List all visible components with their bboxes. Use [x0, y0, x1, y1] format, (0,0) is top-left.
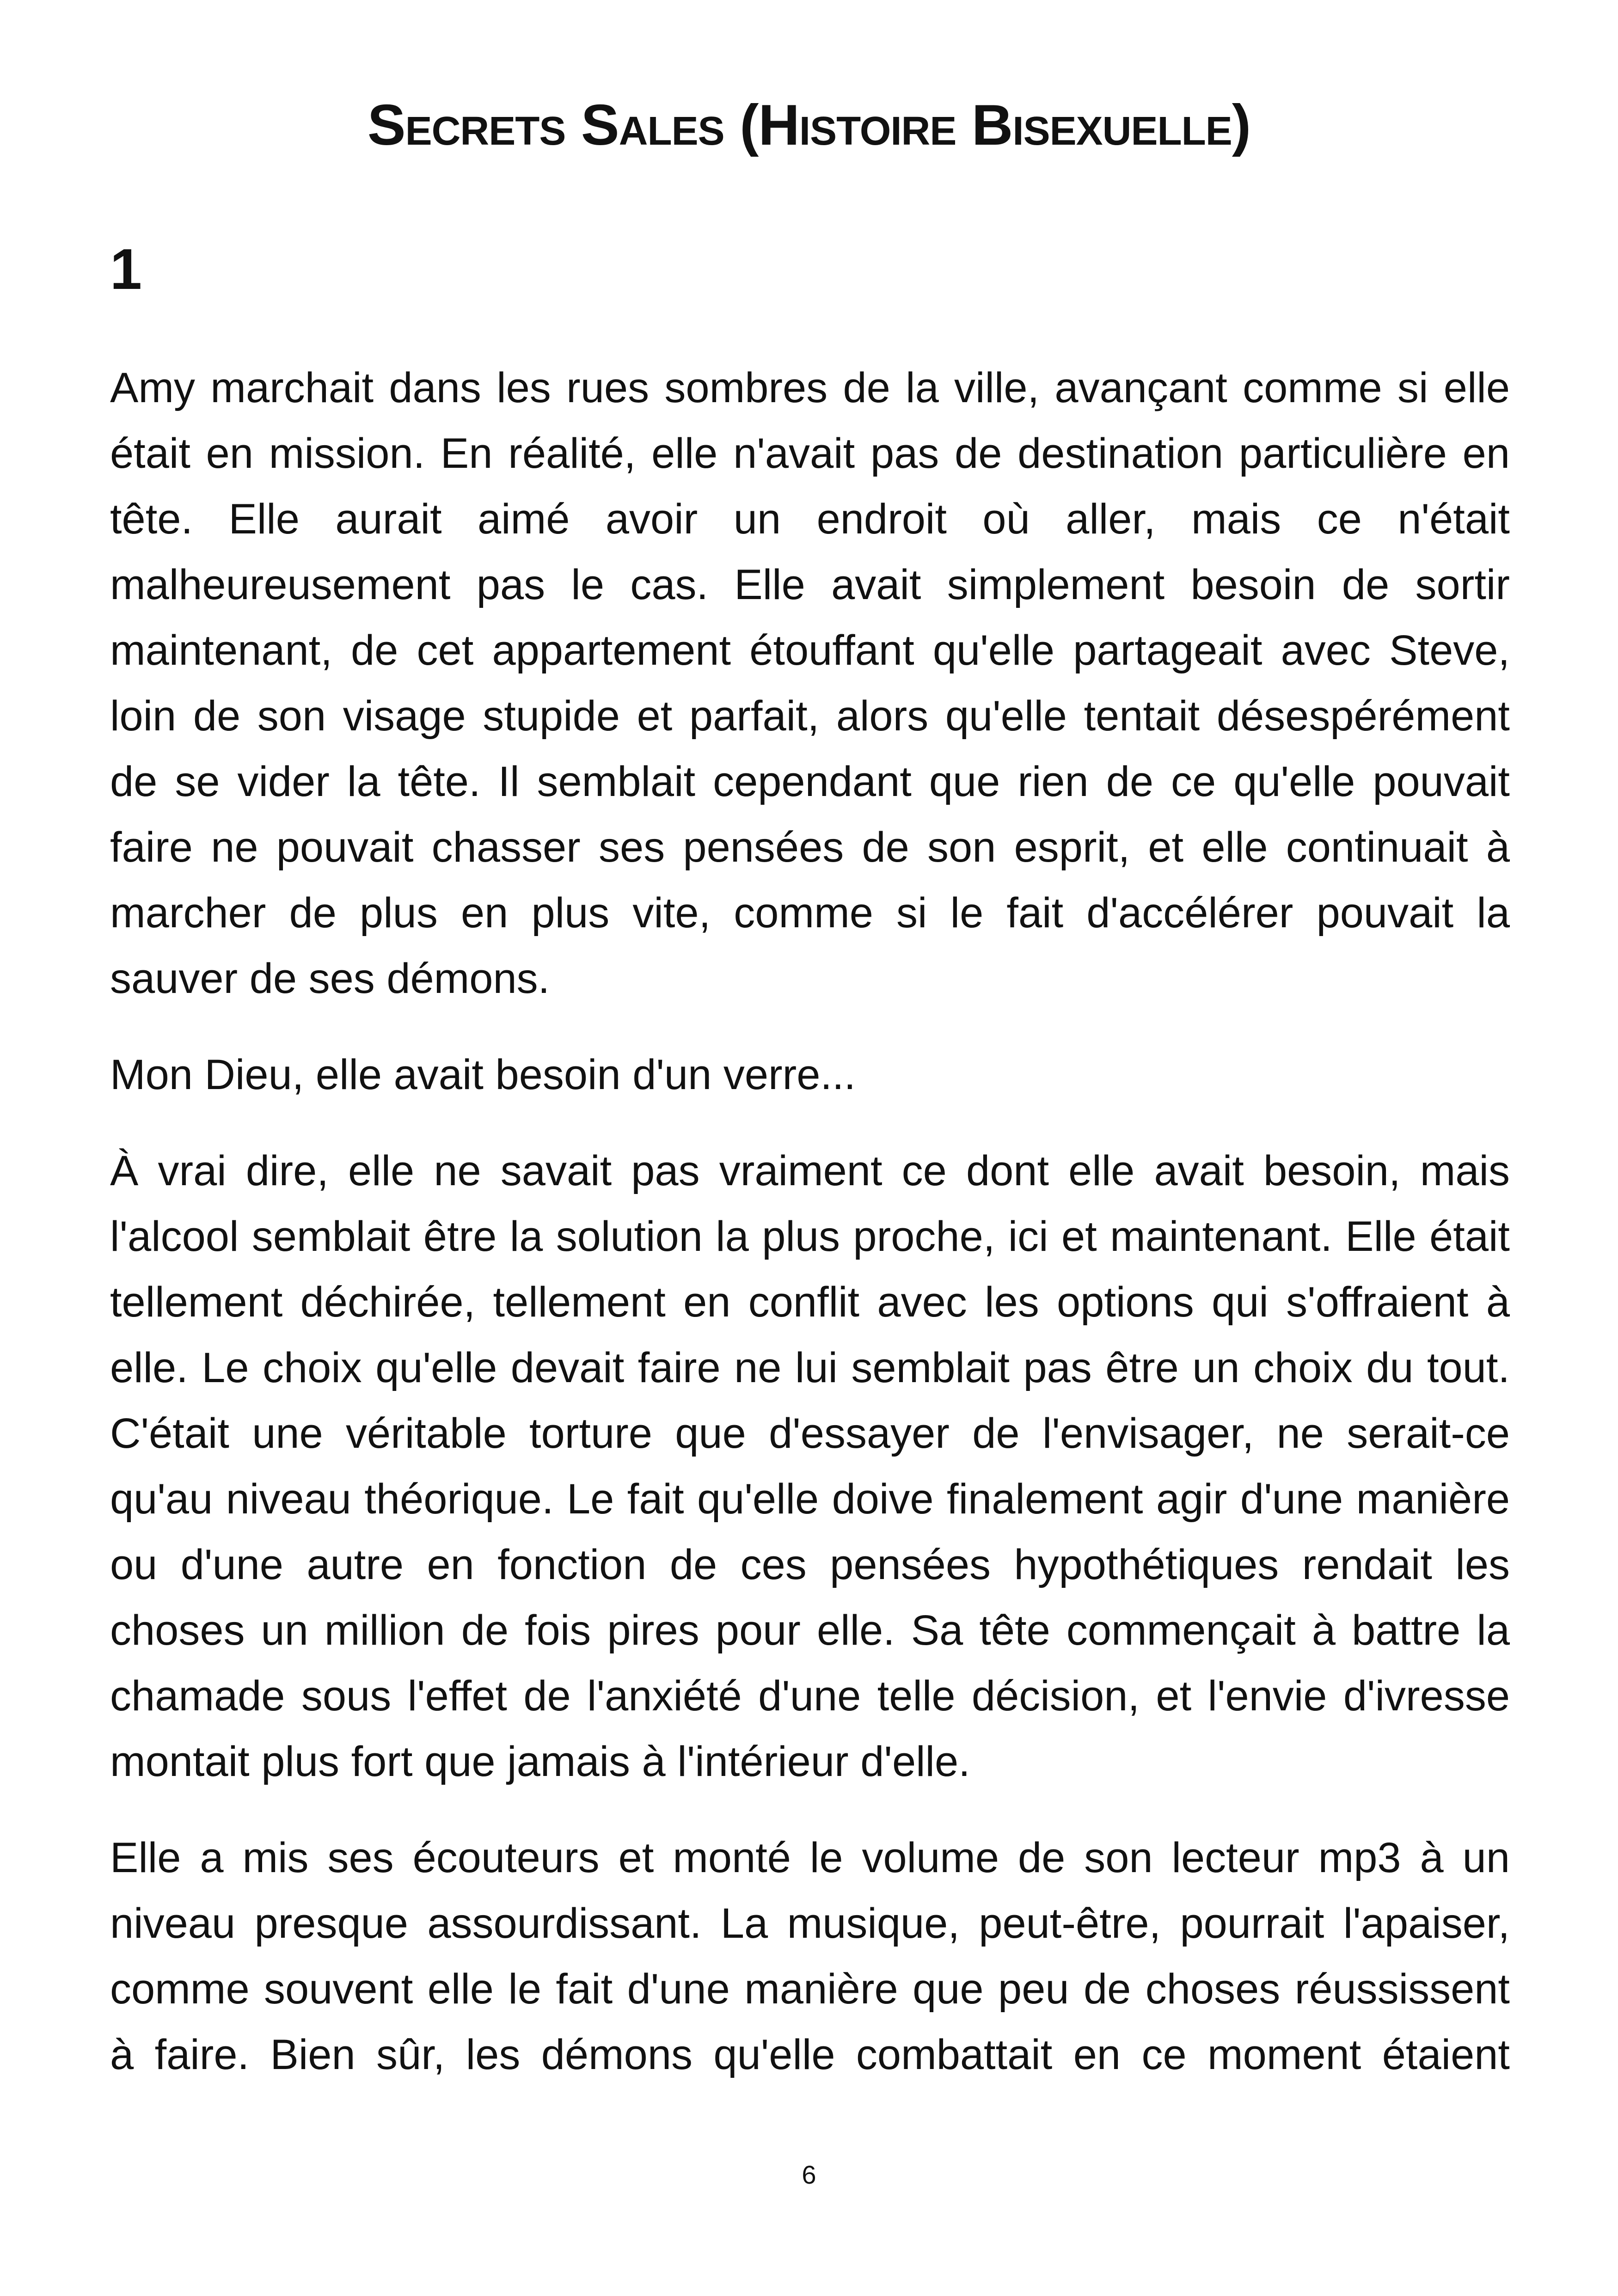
paragraph: À vrai dire, elle ne savait pas vraiment ce dont elle avait besoin, mais l'alcool semblait être la solution la plus proche, ici et maintenant. Elle était tellement déchirée, tellement en conflit avec les options qui s'offraient à elle. Le choix qu'elle devait faire ne lui semblait pas être un choix du tout. C'était une véritable torture que d'essayer de l'envisager, ne serait-ce qu'au niveau théorique. Le fait qu'elle doive finalement agir d'une manière ou d'une autre en fonction de ces pensées hypothétiques rendait les choses un million de fois pires pour elle. Sa tête commençait à battre la chamade sous l'effet de l'anxiété d'une telle décision, et l'envie d'ivresse montait plus fort que jamais à l'intérieur d'elle. [110, 1147, 1510, 1785]
chapter-body [110, 355, 1510, 2118]
paragraph: Elle a mis ses écouteurs et monté le volume de son lecteur mp3 à un niveau presque assourdissant. La musique, peut-être, pourrait l'apaiser, comme souvent elle le fait d'une manière que peu de choses réussissent à faire. Bien sûr, les démons qu'elle combattait en ce moment étaient [110, 1834, 1510, 2078]
paragraph: Amy marchait dans les rues sombres de la ville, avançant comme si elle était en mission. En réalité, elle n'avait pas de destination particulière en tête. Elle aurait aimé avoir un endroit où aller, mais ce n'était malheureusement pas le cas. Elle avait simplement besoin de sortir maintenant, de cet appartement étouffant qu'elle partageait avec Steve, loin de son visage stupide et parfait, alors qu'elle tentait désespérément de se vider la tête. Il semblait cependant que rien de ce qu'elle pouvait faire ne pouvait chasser ses pensées de son esprit, et elle continuait à marcher de plus en plus vite, comme si le fait d'accélérer pouvait la sauver de ses démons. [110, 364, 1510, 1002]
document-title: Secrets Sales (Histoire Bisexuelle) [367, 93, 1251, 157]
chapter-number: 1 [110, 238, 142, 301]
page-number: 6 [802, 2160, 816, 2189]
paragraph: Mon Dieu, elle avait besoin d'un verre... [110, 1051, 856, 1098]
